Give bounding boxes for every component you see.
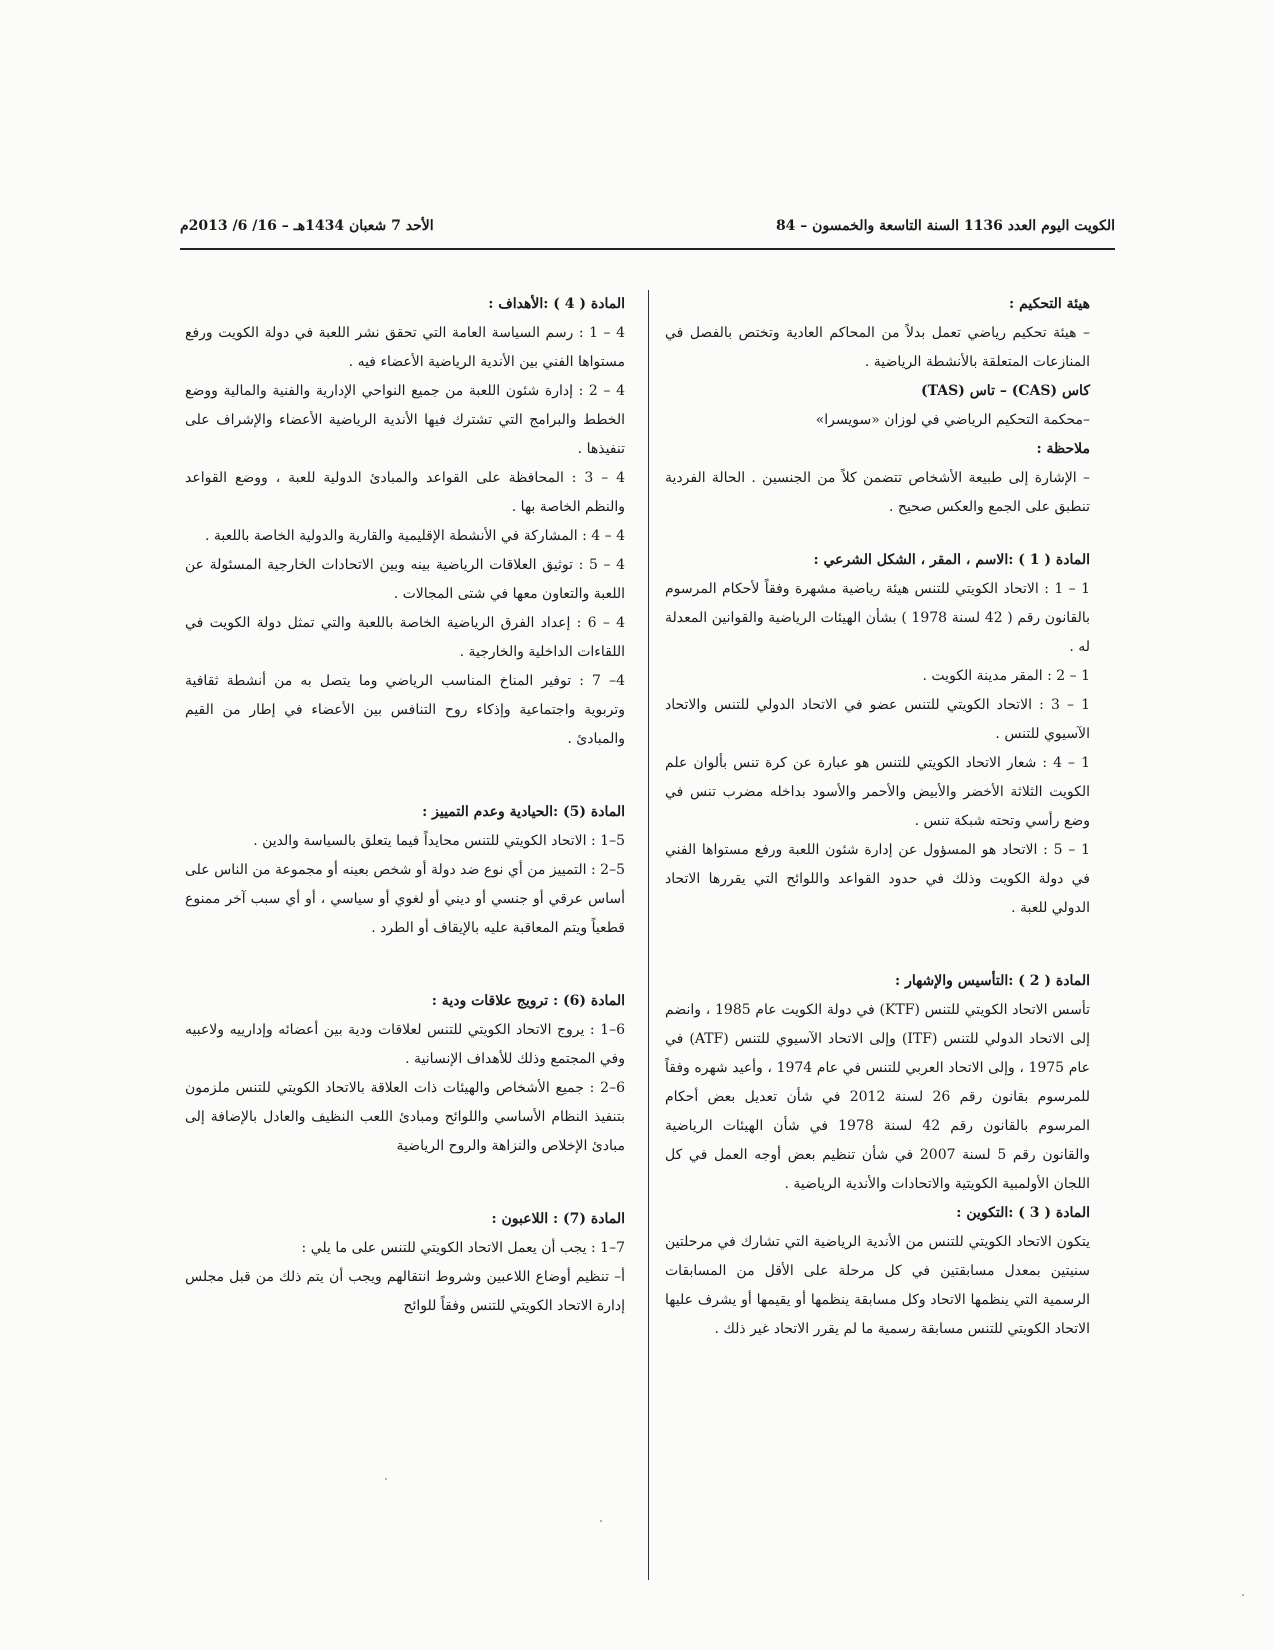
article-5-heading: المادة (5) :الحيادية وعدم التمييز : (422, 804, 625, 820)
article-7-1: 7–1 : يجب أن يعمل الاتحاد الكويتي للتنس على ما يلي : (301, 1240, 625, 1256)
court-line: –محكمة التحكيم الرياضي في لوزان «سويسرا» (815, 412, 1090, 428)
article-6-1: 6–1 : يروج الاتحاد الكويتي للتنس لعلاقات ودية بين أعضائه وإدارييه ولاعبيه وفي المجتمع وذلك للأهداف الإنسانية . (185, 1022, 625, 1067)
scan-speck (385, 1478, 387, 1480)
article-4-1: 4 – 1 : رسم السياسة العامة التي تحقق نشر اللعبة في دولة الكويت ورفع مستواها الفني بين الأندية الرياضية الأعضاء فيه . (185, 325, 625, 370)
header-rule (180, 248, 1115, 250)
article-4-4: 4 – 4 : المشاركة في الأنشطة الإقليمية والقارية والدولية الخاصة باللعبة . (204, 528, 625, 544)
article-1-heading: المادة ( 1 ) :الاسم ، المقر ، الشكل الشرعي : (813, 552, 1090, 568)
article-4-6: 4 – 6 : إعداد الفرق الرياضية الخاصة باللعبة والتي تمثل دولة الكويت في اللقاءات الداخلية والخارجية . (185, 615, 625, 660)
article-6-2: 6–2 : جميع الأشخاص والهيئات ذات العلاقة بالاتحاد الكويتي للتنس ملزمون بتنفيذ النظام الأساسي واللوائح ومبادئ اللعب النظيف والعادل بالإضافة إلى مبادئ الإخلاص والنزاهة والروح الرياضية (185, 1080, 625, 1154)
article-7-heading: المادة (7) : اللاعبون : (491, 1211, 625, 1227)
page-header (180, 212, 1115, 244)
article-3-heading: المادة ( 3 ) :التكوين : (956, 1205, 1090, 1221)
article-6-heading: المادة (6) : ترويج علاقات ودية : (431, 993, 625, 1009)
article-1-5: 1 – 5 : الاتحاد هو المسؤول عن إدارة شئون اللعبة ورفع مستواها الفني في دولة الكويت وذلك في حدود القواعد واللوائح التي يقررها الاتحاد الدولي للعبة . (665, 842, 1091, 916)
note-paragraph: – الإشارة إلى طبيعة الأشخاص تتضمن كلاً من الجنسين . الحالة الفردية تنطبق على الجمع والعكس صحيح . (665, 470, 1090, 515)
article-2-paragraph: تأسس الاتحاد الكويتي للتنس (KTF) في دولة الكويت عام 1985 ، وانضم إلى الاتحاد الدولي للتنس (ITF) وإلى الاتحاد الآسيوي للتنس (ATF) في عام 1975 ، وإلى الاتحاد العربي للتنس في عام 1974 ، وأعيد شهره وفقاً للمرسوم بقانون رقم 26 لسنة 2012 في شأن تعديل بعض أحكام المرسوم بالقانون رقم 42 لسنة 1978 في شأن الهيئات الرياضية والقانون رقم 5 لسنة 2007 في شأن تنظيم بعض أوجه العمل في كل اللجان الأولمبية الكويتية والاتحادات والأندية الرياضية . (665, 1002, 1091, 1192)
article-2-heading: المادة ( 2 ) :التأسيس والإشهار : (895, 973, 1090, 989)
article-5-2: 5–2 : التمييز من أي نوع ضد دولة أو شخص بعينه أو مجموعة من الناس على أساس عرقي أو جنسي أو ديني أو لغوي أو سياسي ، أو أي سبب آخر ممنوع قطعياً ويتم المعاقبة عليه بالإيقاف أو الطرد . (185, 862, 625, 936)
article-1-4: 1 – 4 : شعار الاتحاد الكويتي للتنس هو عبارة عن كرة تنس بألوان علم الكويت الثلاثة الأخضر والأبيض والأحمر والأسود بداخله مضرب تنس في وضع رأسي وتحته شبكة تنس . (665, 755, 1090, 829)
article-1-2: 1 – 2 : المقر مدينة الكويت . (922, 668, 1090, 684)
article-7-a: أ– تنظيم أوضاع اللاعبين وشروط انتقالهم ويجب أن يتم ذلك من قبل مجلس إدارة الاتحاد الكويتي للتنس وفقاً للوائح (185, 1269, 625, 1314)
article-3-paragraph: يتكون الاتحاد الكويتي للتنس من الأندية الرياضية التي تشارك في مرحلتين سنيتين بمعدل مسابقتين في كل مرحلة على الأقل من المسابقات الرسمية التي ينظمها الاتحاد وكل مسابقة ينظمها أو يقيمها أو يشرف عليها الاتحاد الكويتي للتنس مسابقة رسمية ما لم يقرر الاتحاد غير ذلك . (665, 1234, 1090, 1337)
column-divider (648, 290, 649, 1580)
article-4-2: 4 – 2 : إدارة شئون اللعبة من جميع النواحي الإدارية والفنية والمالية ووضع الخطط والبرامج التي تشترك فيها الأندية الرياضية الأعضاء والإشراف على تنفيذها . (185, 383, 625, 457)
article-1-3: 1 – 3 : الاتحاد الكويتي للتنس عضو في الاتحاد الدولي للتنس والاتحاد الآسيوي للتنس . (665, 697, 1091, 742)
arbitration-heading: هيئة التحكيم : (1009, 296, 1090, 312)
article-5-1: 5–1 : الاتحاد الكويتي للتنس محايداً فيما يتعلق بالسياسة والدين . (253, 833, 625, 849)
header-date: الأحد 7 شعبان 1434هـ – 16/ 6/ 2013م (180, 218, 434, 234)
article-1-1: 1 – 1 : الاتحاد الكويتي للتنس هيئة رياضية مشهرة وفقاً لأحكام المرسوم بالقانون رقم ( 42 لسنة 1978 ) بشأن الهيئات الرياضية والقوانين المعدلة له . (665, 581, 1090, 655)
scan-speck (600, 1520, 602, 1522)
arbitration-paragraph: – هيئة تحكيم رياضي تعمل بدلاً من المحاكم العادية وتختص بالفصل في المنازعات المتعلقة بالأنشطة الرياضية . (665, 325, 1090, 370)
note-heading: ملاحظة : (1036, 441, 1090, 457)
left-column (185, 290, 625, 1321)
header-issue-info: الكويت اليوم العدد 1136 السنة التاسعة والخمسون – 84 (775, 218, 1115, 234)
scan-speck (1242, 1594, 1244, 1596)
right-column (665, 290, 1090, 1344)
article-4-5: 4 – 5 : توثيق العلاقات الرياضية بينه وبين الاتحادات الخارجية المسئولة عن اللعبة والتعاون معها في شتى المجالات . (185, 557, 625, 602)
article-4-7: 4– 7 : توفير المناخ المناسب الرياضي وما يتصل به من أنشطة ثقافية وتربوية واجتماعية وإذكاء روح التنافس بين الأعضاء في إطار من القيم والمبادئ . (185, 673, 625, 747)
article-4-3: 4 – 3 : المحافظة على القواعد والمبادئ الدولية للعبة ، ووضع القواعد والنظم الخاصة بها . (185, 470, 626, 515)
cas-line: كاس (CAS) – تاس (TAS) (920, 383, 1090, 399)
article-4-heading: المادة ( 4 ) :الأهداف : (488, 296, 625, 312)
